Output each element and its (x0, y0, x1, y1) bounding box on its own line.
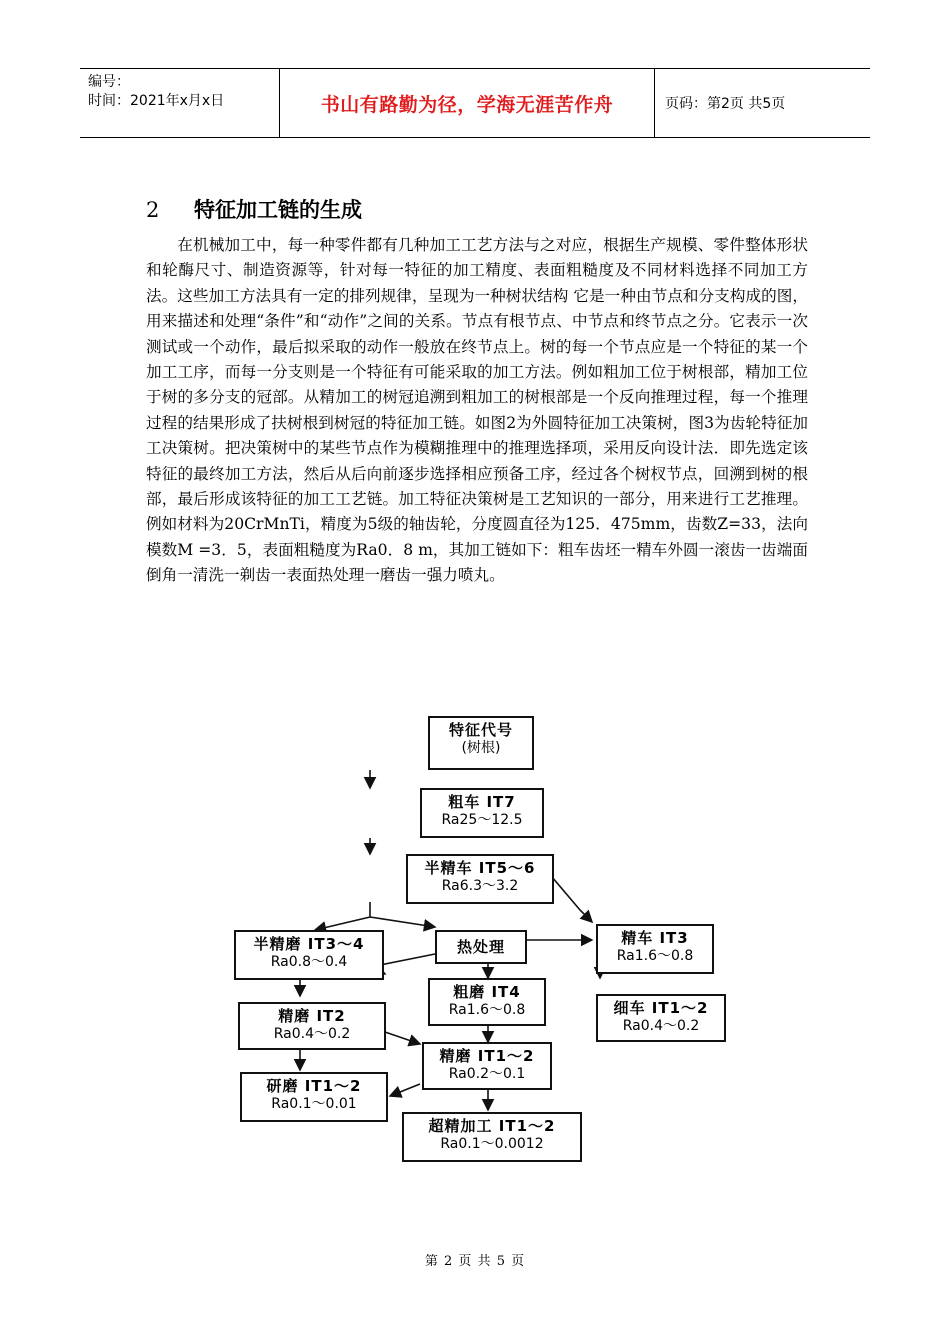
node-finish-turn-line1: 精车 IT3 (621, 929, 689, 947)
node-finish-grind-left-line2: Ra0.4～0.2 (273, 1026, 351, 1042)
node-finish-grind-left (238, 1002, 386, 1050)
node-semi-finish-turn (406, 854, 554, 904)
node-superfinish-line1: 超精加工 IT1～2 (428, 1117, 556, 1135)
edge-semi-heat (370, 917, 435, 927)
node-root-line1: 特征代号 (448, 721, 513, 739)
edge-semi-finishturn (552, 877, 592, 922)
page-footer: 第 2 页 共 5 页 (424, 1254, 526, 1269)
time-label: 时间：2021年x月x日 (88, 93, 225, 109)
node-finish-grind-mid-line2: Ra0.2～0.1 (448, 1066, 526, 1082)
node-heat-treat-line1: 热处理 (456, 938, 505, 956)
node-fine-turn-line2: Ra0.4～0.2 (622, 1018, 700, 1034)
number-label: 编号： (88, 74, 130, 90)
node-lapping-line1: 研磨 IT1～2 (266, 1077, 362, 1095)
node-semi-finish-turn-line1: 半精车 IT5～6 (424, 859, 536, 877)
edge-semi-semigrind (315, 902, 370, 930)
node-finish-grind-left-line1: 精磨 IT2 (278, 1007, 346, 1025)
node-finish-turn-line2: Ra1.6～0.8 (616, 948, 694, 964)
body-text (146, 233, 808, 589)
node-rough-grind (428, 978, 546, 1026)
node-heat-treat (435, 930, 527, 964)
node-root (428, 716, 534, 770)
node-fine-turn (596, 994, 726, 1042)
node-lapping (240, 1072, 388, 1122)
node-finish-grind-mid (422, 1042, 552, 1090)
decision-tree-diagram (230, 712, 709, 1172)
section-title (146, 194, 362, 224)
edge-finishgrind-mid (385, 1032, 420, 1044)
node-rough-turn-line2: Ra25～12.5 (441, 812, 523, 828)
node-rough-grind-line1: 粗磨 IT4 (453, 983, 521, 1001)
header-page-info: 页码：第2页 共5页 (665, 96, 786, 112)
node-semi-finish-grind (234, 930, 384, 980)
node-superfinish-line2: Ra0.1～0.0012 (440, 1136, 544, 1152)
node-fine-turn-line1: 细车 IT1～2 (613, 999, 709, 1017)
header-motto: 书山有路勤为径，学海无涯苦作舟 (280, 69, 655, 137)
node-rough-grind-line2: Ra1.6～0.8 (448, 1002, 526, 1018)
page-header (80, 68, 870, 138)
node-finish-grind-mid-line1: 精磨 IT1～2 (439, 1047, 535, 1065)
node-rough-turn (420, 788, 544, 838)
edge-mid-lapping (390, 1084, 420, 1096)
node-superfinish (402, 1112, 582, 1162)
node-rough-turn-line1: 粗车 IT7 (448, 793, 516, 811)
node-root-line2: (树根) (461, 740, 501, 756)
node-semi-finish-turn-line2: Ra6.3～3.2 (441, 878, 519, 894)
section-heading: 特征加工链的生成 (194, 198, 362, 222)
node-semi-finish-grind-line1: 半精磨 IT3～4 (253, 935, 365, 953)
section-number: 2 (146, 198, 160, 222)
header-meta (80, 69, 280, 137)
node-lapping-line2: Ra0.1～0.01 (271, 1096, 357, 1112)
paragraph: 在机械加工中，每一种零件都有几种加工工艺方法与之对应，根据生产规模、零件整体形状和轮酶尺寸、制造资源等，针对每一特征的加工精度、表面粗糙度及不同材料选择不同加工方法。这些加工方法具有一定的排列规律，呈现为一种树状结构 它是一种由节点和分支构成的图，用来描述和处理“条件”和“动作”之间的关系。节点有根节点、中节点和终节点之分。它表示一次测试或一个动作，最后拟采取的动作一般放在终节点上。树的每一个节点应是一个特征的某一个加工工序，而每一分支则是一个特征有可能采取的加工方法。例如粗加工位于树根部，精加工位于树的多分支的冠部。从精加工的树冠追溯到粗加工的树根部是一个反向推理过程，每一个推理过程的结果形成了扶树根到树冠的特征加工链。如图2为外圆特征加工决策树，图3为齿轮特征加工决策树。把决策树中的某些节点作为模糊推理中的推理选择项，采用反向设计法．即先选定该特征的最终加工方法，然后从后向前逐步选择相应预备工序，经过各个树杈节点，回溯到树的根部，最后形成该特征的加工工艺链。加工特征决策树是工艺知识的一部分，用来进行工艺推理。例如材料为20CrMnTi，精度为5级的轴齿轮，分度圆直径为125．475mm，齿数Z=33，法向模数M =3．5，表面粗糙度为Ra0．8 m，其加工链如下：粗车齿坯一精车外圆一滚齿一齿端面倒角一清洗一剃齿一表面热处理一磨齿一强力喷丸。 (146, 236, 808, 585)
node-semi-finish-grind-line2: Ra0.8～0.4 (270, 954, 348, 970)
node-finish-turn (596, 924, 714, 974)
